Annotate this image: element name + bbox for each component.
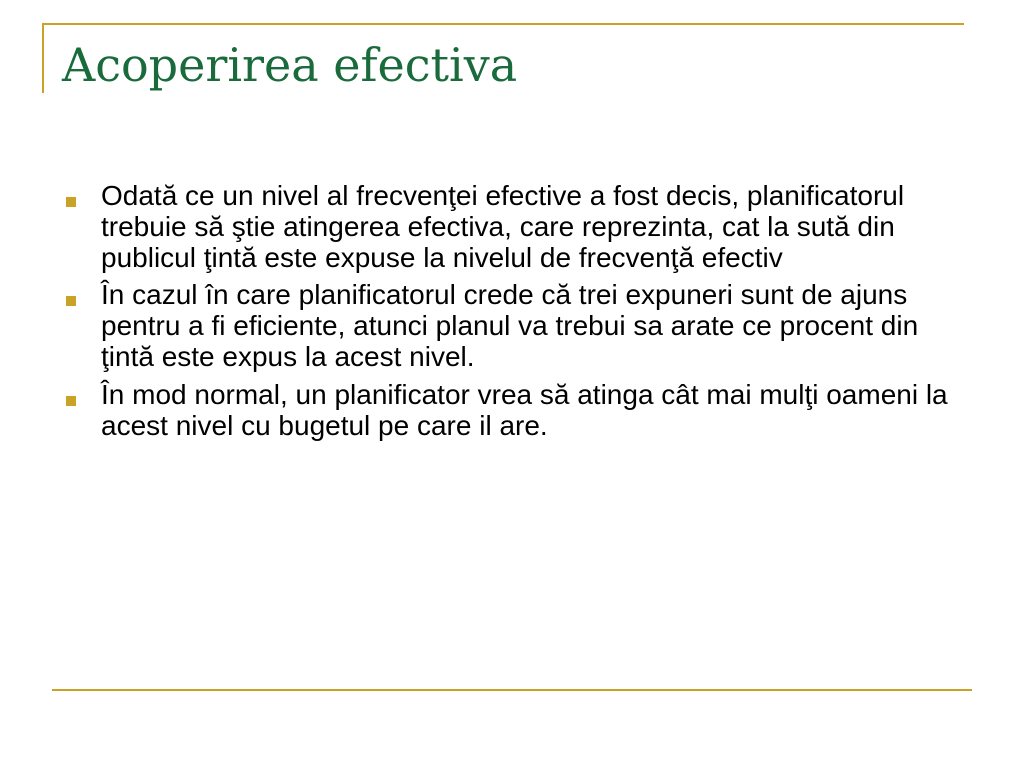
slide-title: Acoperirea efectiva [62, 38, 518, 92]
list-item [66, 380, 971, 442]
bullet-text: În cazul în care planificatorul crede că trei expuneri sunt de ajuns pentru a fi eficiente, atunci planul va trebui sa arate ce procent din ţintă este expus la acest nivel. [101, 279, 919, 372]
bullet-text: În mod normal, un planificator vrea să atinga cât mai mulţi oameni la acest nivel cu bugetul pe care il are. [101, 378, 948, 441]
top-rule [42, 23, 964, 25]
list-item [66, 181, 971, 273]
square-bullet-icon [66, 296, 76, 306]
bottom-rule [52, 689, 972, 691]
bullet-text: Odată ce un nivel al frecvenţei efective a fost decis, planificatorul trebuie să ştie atingerea efectiva, care reprezinta, cat la sută din publicul ţintă este expuse la nivelul de frecvenţă efectiv [101, 180, 905, 273]
square-bullet-icon [66, 396, 76, 406]
bullet-list [66, 181, 971, 448]
left-rule [42, 23, 44, 93]
square-bullet-icon [66, 197, 76, 207]
list-item [66, 280, 971, 372]
